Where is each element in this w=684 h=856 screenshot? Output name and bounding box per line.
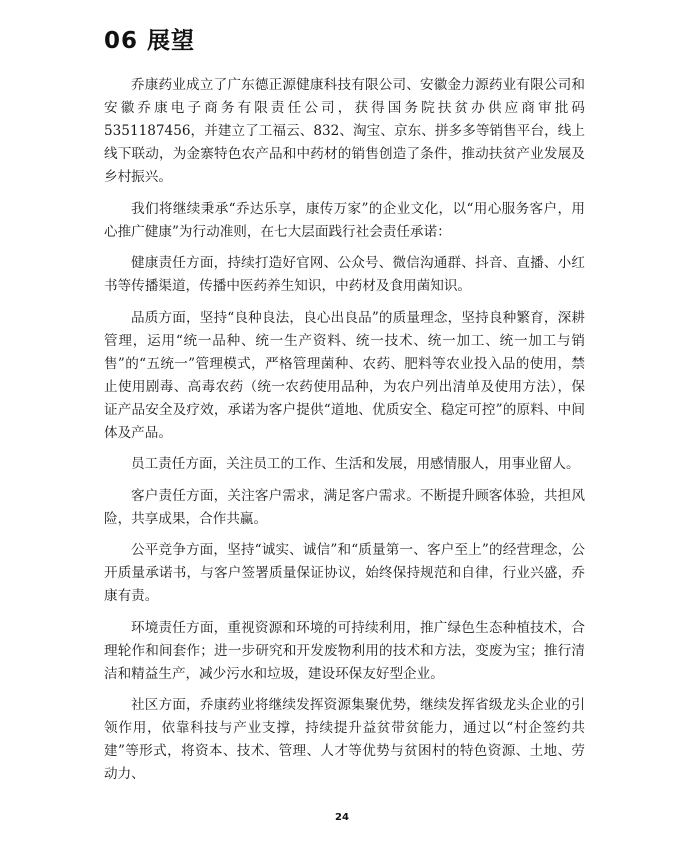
paragraph-subsidiaries: 乔康药业成立了广东德正源健康科技有限公司、安徽金力源药业有限公司和安徽乔康电子商务有限责任公司，获得国务院扶贫办供应商审批码 5351187456，并建立了工福云、832、淘宝、京东、拼多多等销售平台，线上线下联动，为金寨特色农产品和中药材的销售创造了条件，推动扶贫产业发展及乡村振兴。 [104,77,585,185]
paragraph-quality: 品质方面，坚持“良种良法，良心出良品”的质量理念，坚持良种繁育，深耕管理，运用“统一品种、统一生产资料、统一技术、统一加工、统一加工与销售”的“五统一”管理模式，严格管理菌种、农药、肥料等农业投入品的使用，禁止使用剧毒、高毒农药（统一农药使用品种，为农户列出清单及使用方法），保证产品安全及疗效，承诺为客户提供“道地、优质安全、稳定可控”的原料、中间体及产品。 [104,309,585,441]
paragraph-customer: 客户责任方面，关注客户需求，满足客户需求。不断提升顾客体验，共担风险，共享成果，合作共赢。 [104,487,585,527]
paragraph-culture: 我们将继续秉承“乔达乐享，康传万家”的企业文化，以“用心服务客户，用心推广健康”为行动准则，在七大层面践行社会责任承诺： [104,200,585,240]
paragraph-health: 健康责任方面，持续打造好官网、公众号、微信沟通群、抖音、直播、小红书等传播渠道，传播中医药养生知识，中药材及食用菌知识。 [104,255,585,294]
paragraph-fair-competition: 公平竞争方面，坚持“诚实、诚信”和“质量第一、客户至上”的经营理念，公开质量承诺书，与客户签署质量保证协议，始终保持规范和自律，行业兴盛，乔康有责。 [104,542,585,604]
paragraph-community: 社区方面，乔康药业将继续发挥资源集聚优势，继续发挥省级龙头企业的引领作用，依靠科技与产业支撑，持续提升益贫带贫能力，通过以“村企签约共建”等形式，将资本、技术、管理、人才等优势与贫困村的特色资源、土地、劳动力、 [104,697,585,782]
paragraph-employee: 员工责任方面，关注员工的工作、生活和发展，用感情服人，用事业留人。 [131,456,580,472]
page-number: 24 [335,812,349,823]
body-text [104,74,585,795]
section-heading: 06 展望 [104,28,196,54]
paragraph-environment: 环境责任方面，重视资源和环境的可持续利用，推广绿色生态种植技术，合理轮作和间套作；进一步研究和开发废物利用的技术和方法，变废为宝；推行清洁和精益生产，减少污水和垃圾，建设环保友好型企业。 [104,619,585,682]
